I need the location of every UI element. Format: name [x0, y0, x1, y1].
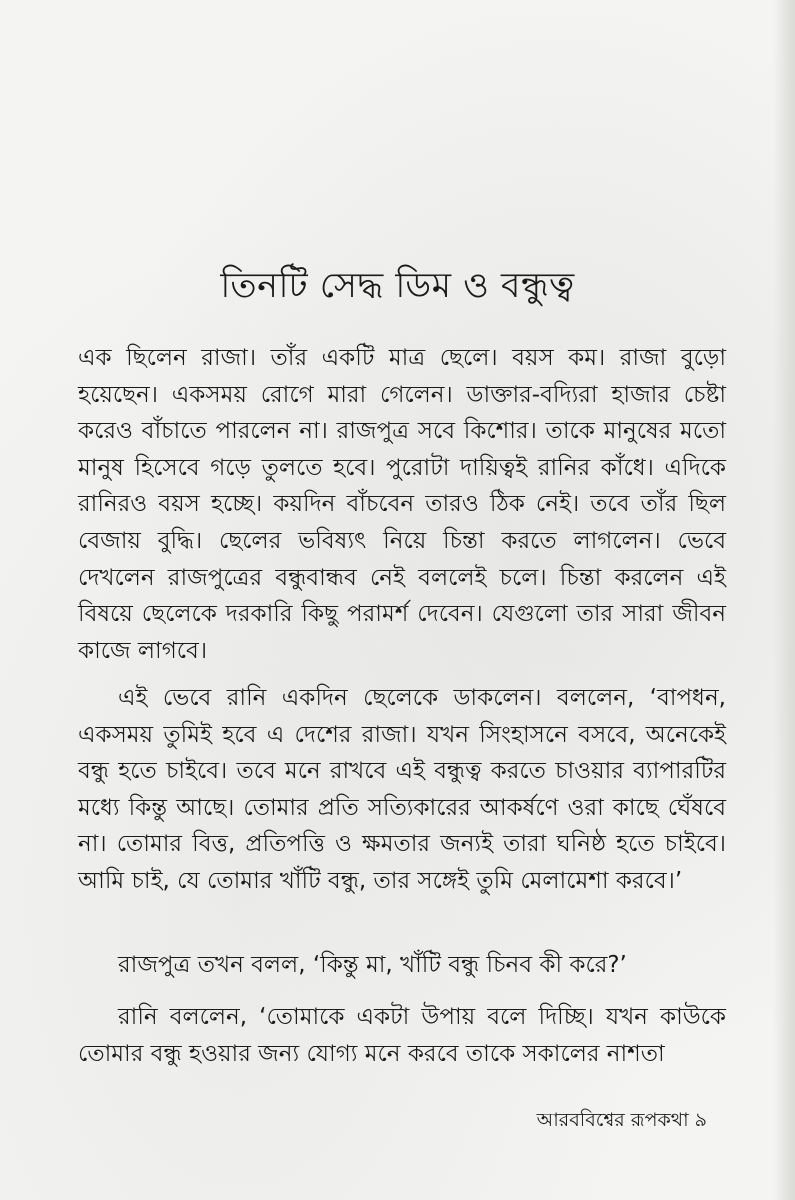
page-edge-shadow	[773, 0, 795, 1200]
paragraph-4: রানি বললেন, ‘তোমাকে একটা উপায় বলে দিচ্ছি। যখন কাউকে তোমার বন্ধু হওয়ার জন্য যোগ্য মনে করবে তাকে সকালের নাশতা	[78, 1004, 726, 1067]
chapter-title: তিনটি সেদ্ধ ডিম ও বন্ধুত্ব	[220, 266, 575, 306]
page-footer: আরববিশ্বের রূপকথা ৯	[536, 1109, 707, 1131]
paragraph-1: এক ছিলেন রাজা। তাঁর একটি মাত্র ছেলে। বয়স কম। রাজা বুড়ো হয়েছেন। একসময় রোগে মারা গেলেন। ডাক্তার-বদ্যিরা হাজার চেষ্টা করেও বাঁচাতে পারলেন না। রাজপুত্র সবে কিশোর। তাকে মানুষের মতো মানুষ হিসেবে গড়ে তুলতে হবে। পুরোটা দায়িত্বই রানির কাঁধে। এদিকে রানিরও বয়স হচ্ছে। কয়দিন বাঁচবেন তারও ঠিক নেই। তবে তাঁর ছিল বেজায় বুদ্ধি। ছেলের ভবিষ্যৎ নিয়ে চিন্তা করতে লাগলেন। ভেবে দেখলেন রাজপুত্রের বন্ধুবান্ধব নেই বললেই চলে। চিন্তা করলেন এই বিষয়ে ছেলেকে দরকারি কিছু পরামর্শ দেবেন। যেগুলো তার সারা জীবন কাজে লাগবে।	[78, 345, 726, 664]
paragraph-3: রাজপুত্র তখন বলল, ‘কিন্তু মা, খাঁটি বন্ধু চিনব কী করে?’	[118, 952, 627, 978]
paragraph-2: এই ভেবে রানি একদিন ছেলেকে ডাকলেন। বললেন, ‘বাপধন, একসময় তুমিই হবে এ দেশের রাজা। যখন সিংহাসনে বসবে, অনেকেই বন্ধু হতে চাইবে। তবে মনে রাখবে এই বন্ধুত্ব করতে চাওয়ার ব্যাপারটির মধ্যে কিন্তু আছে। তোমার প্রতি সত্যিকারের আকর্ষণে ওরা কাছে ঘেঁষবে না। তোমার বিত্ত, প্রতিপত্তি ও ক্ষমতার জন্যই তারা ঘনিষ্ঠ হতে চাইবে। আমি চাই, যে তোমার খাঁটি বন্ধু, তার সঙ্গেই তুমি মেলামেশা করবে।’	[78, 685, 726, 894]
